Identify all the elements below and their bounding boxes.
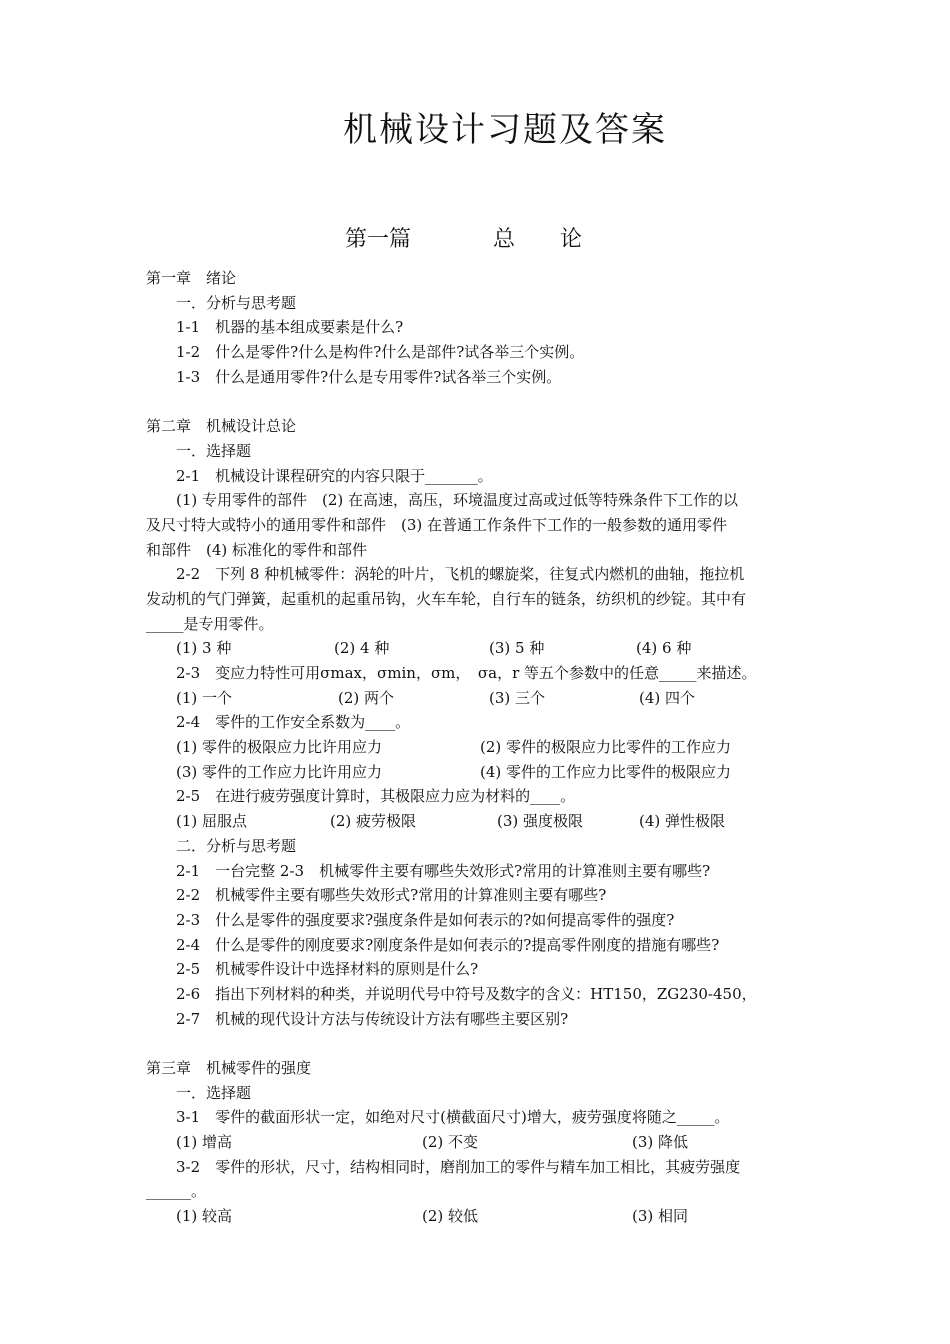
answer-options — [146, 809, 810, 834]
document-title: 机械设计习题及答案 — [343, 110, 667, 150]
answer-options — [146, 735, 810, 760]
option: (4) 弹性极限 — [639, 812, 726, 831]
question-options: (1) 专用零件的部件 (2) 在高速，高压，环境温度过高或过低等特殊条件下工作的以 — [176, 491, 739, 510]
section-heading: 一．选择题 — [176, 1083, 252, 1102]
question: 1-1 机器的基本组成要素是什么? — [176, 318, 404, 337]
option: (2) 不变 — [422, 1133, 479, 1152]
answer-options — [146, 760, 810, 785]
option: (3) 三个 — [489, 688, 546, 707]
chapter-heading: 第三章 机械零件的强度 — [146, 1059, 312, 1077]
question: 2-1 机械设计课程研究的内容只限于_______。 — [176, 466, 493, 485]
section-heading: 一．分析与思考题 — [176, 293, 297, 312]
section-heading: 一．选择题 — [176, 441, 252, 460]
question: 1-3 什么是通用零件?什么是专用零件?试各举三个实例。 — [176, 367, 562, 386]
answer-options — [146, 1204, 810, 1229]
option: (1) 屈服点 — [176, 812, 248, 831]
option: (1) 3 种 — [176, 639, 232, 658]
question: 发动机的气门弹簧，起重机的起重吊钩，火车车轮，自行车的链条，纺织机的纱锭。其中有 — [146, 589, 747, 608]
option: (1) 较高 — [176, 1207, 233, 1226]
option: (1) 增高 — [176, 1133, 233, 1152]
question-options: 和部件 (4) 标准化的零件和部件 — [146, 540, 368, 559]
document-body — [146, 266, 810, 1229]
question: 2-4 零件的工作安全系数为____。 — [176, 713, 411, 732]
question: 2-3 什么是零件的强度要求?强度条件是如何表示的?如何提高零件的强度? — [176, 910, 675, 929]
chapter-heading: 第一章 绪论 — [146, 269, 237, 287]
question: 2-5 机械零件设计中选择材料的原则是什么? — [176, 960, 479, 979]
option: (3) 强度极限 — [497, 812, 584, 831]
option: (3) 零件的工作应力比许用应力 — [176, 762, 383, 781]
question: 2-5 在进行疲劳强度计算时，其极限应力应为材料的____。 — [176, 787, 576, 806]
option: (3) 降低 — [632, 1133, 689, 1152]
question: 2-6 指出下列材料的种类，并说明代号中符号及数字的含义：HT150，ZG230-450， — [176, 984, 757, 1003]
part-label: 第一篇 — [345, 227, 412, 252]
answer-options — [146, 1130, 810, 1155]
question: 2-7 机械的现代设计方法与传统设计方法有哪些主要区别? — [176, 1009, 569, 1028]
question: 2-1 一台完整 2-3 机械零件主要有哪些失效形式?常用的计算准则主要有哪些? — [176, 861, 711, 880]
option: (2) 较低 — [422, 1207, 479, 1226]
question: 2-3 变应力特性可用σmax，σmin，σm， σa，r 等五个参数中的任意_____来描述。 — [176, 664, 757, 682]
question: 2-2 机械零件主要有哪些失效形式?常用的计算准则主要有哪些? — [176, 886, 607, 905]
question: 3-2 零件的形状，尺寸，结构相同时，磨削加工的零件与精车加工相比，其疲劳强度 — [176, 1157, 741, 1176]
question: ______。 — [146, 1182, 207, 1201]
question: _____是专用零件。 — [146, 614, 274, 633]
option: (2) 两个 — [338, 688, 395, 707]
section-heading: 二．分析与思考题 — [176, 836, 297, 855]
question: 2-4 什么是零件的刚度要求?刚度条件是如何表示的?提高零件刚度的措施有哪些? — [176, 935, 720, 954]
question: 1-2 什么是零件?什么是构件?什么是部件?试各举三个实例。 — [176, 343, 585, 362]
option: (2) 4 种 — [334, 639, 390, 658]
option: (1) 零件的极限应力比许用应力 — [176, 738, 383, 757]
option: (1) 一个 — [176, 688, 233, 707]
option: (4) 四个 — [639, 688, 696, 707]
option: (4) 6 种 — [636, 639, 692, 658]
chapter-heading: 第二章 机械设计总论 — [146, 417, 297, 436]
option: (3) 5 种 — [489, 639, 545, 658]
option: (2) 疲劳极限 — [330, 812, 417, 831]
question-options: 及尺寸特大或特小的通用零件和部件 (3) 在普通工作条件下工作的一般参数的通用零件 — [146, 515, 728, 534]
option: (3) 相同 — [632, 1207, 689, 1226]
option: (4) 零件的工作应力比零件的极限应力 — [480, 762, 732, 781]
answer-options — [146, 636, 810, 661]
option: (2) 零件的极限应力比零件的工作应力 — [480, 738, 732, 757]
part-name-char-1: 总 — [493, 227, 516, 252]
answer-options — [146, 686, 810, 711]
question: 3-1 零件的截面形状一定，如绝对尺寸(横截面尺寸)增大，疲劳强度将随之_____。 — [176, 1108, 730, 1127]
question: 2-2 下列 8 种机械零件：涡轮的叶片，飞机的螺旋桨，往复式内燃机的曲轴，拖拉机 — [176, 565, 745, 584]
part-name-char-2: 论 — [560, 227, 583, 252]
